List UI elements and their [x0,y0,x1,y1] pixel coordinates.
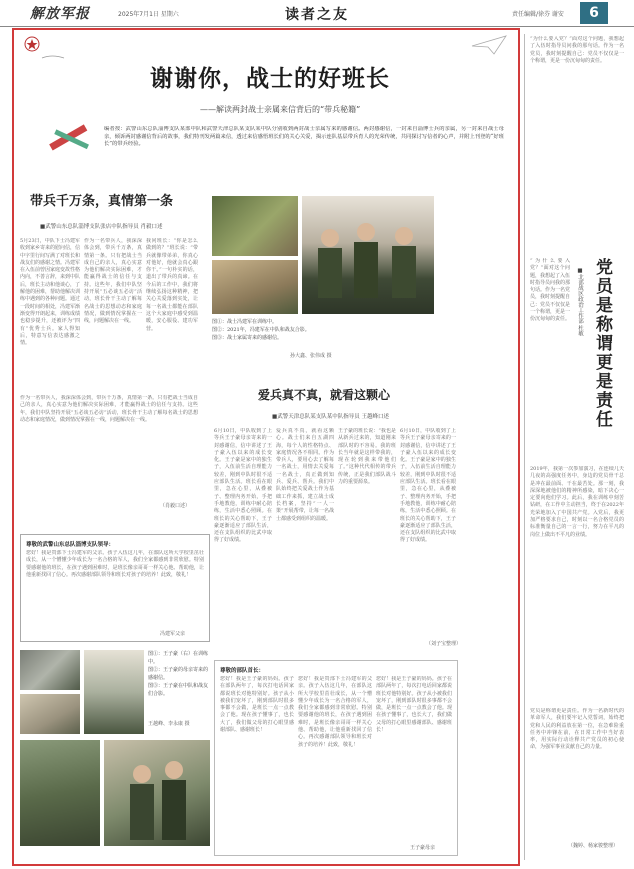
letter2-body-col1: 您好！我是王子豪的妈妈。孩子在部队两年了，每次打电话回家都说班长对他特别好。孩子从小被我们宠坏了，刚到部队时很多事都不会做，是班长一点一点教会了他。现在孩子懂事了，也长大了，我们做父母的打心眼里感谢部队、感谢班长！ [220,676,294,734]
article1-signature: （肖毅口述） [160,503,191,509]
section-title: 读者之友 [285,7,349,23]
column-divider [524,34,525,860]
letter1-body: 您好！我是贵部下士冯建军的父亲。孩子入伍这几年，在部队这所大学校里茁壮成长，从一个懵懂少年成长为一名合格的军人，我们全家都感到非常欣慰。特别要感谢他的班长，在孩子遇到困难时，是班长像亲哥哥一样关心他、帮助他，让他重新找回了信心。再次感谢部队领导和班长对孩子的培养！此致，敬礼！ [26,550,204,578]
letter2-body-col2: 您好！我是贵部下士冯建军的父亲。孩子入伍这几年，在部队这所大学校里茁壮成长，从一个懵懂少年成长为一名合格的军人，我们全家都感到非常欣慰。特别要感谢他的班长，在孩子遇到困难时，是班长像亲哥哥一样关心他、帮助他，让他重新找回了信心。再次感谢部队领导和班长对孩子的培养！此致，敬礼！ [298,676,372,748]
photo-credit-2: 王越峰、李永康 摄 [148,721,190,727]
sidebar-byline: ■北部战区政治工作部 杜敏 [577,268,583,337]
caption-item: 图①：王子豪（右）在训练中。 [148,651,209,665]
sidebar-intro: “为什么要入党？”面对这个问题，我想起了入伍时指导员问我的那句话。作为一名党员，我时刻提醒自己：党员不仅仅是一个称谓，更是一份沉甸甸的责任。 [530,36,624,64]
article2-body-col3: 王子豪的班长说：“我也是从新兵过来的，知道刚来部队时的不容易。我的班长当年就是这样带我的，现在轮到我来带他们了。”这种代代相传的带兵传统，正是我们部队战斗力的重要源泉。 [338,428,396,486]
editor-credit: 责任编辑/徐芬 谢安 [512,11,564,18]
caption-item: 图②：2021年，冯建军在中队和战友合影。 [212,327,310,333]
article1-photo-2 [212,260,298,314]
article2-signature: （刘子宝整理） [426,641,462,647]
sidebar-body-narrow: “为什么要入党？”面对这个问题，我想起了入伍时指导员问我的那句话。作为一名党员，我时刻提醒自己：党员不仅仅是一个称谓，更是一份沉甸甸的责任。 [530,258,570,323]
article1-byline: ■武警山东总队淄博支队张店中队指导员 肖毅口述 [40,224,163,230]
article2-photo-3 [84,650,144,734]
article1-photo-group [302,196,434,314]
masthead [0,0,634,27]
lead-intro: 编者按：武警山东总队淄博支队某部中队和武警天津总队某支队某中队分别收到两封战士亲属写来的感谢信。两封感谢信，一封来自淄博士兵的亲属，另一封来自战士母亲，倾诉两封感谢信背后的故事，我们特刊发两篇来信，透过来信感悟班长们的关心关爱，揭示连队基层带兵育人的光荣传统，共同探讨写信者的心声，并附上刊登的“好班长”的带兵经验。 [104,126,504,147]
issue-date: 2025年7月1日 星期六 [118,11,179,18]
article1-title: 带兵千万条，真情第一条 [30,194,174,209]
letter2-heading: 尊敬的部队首长： [220,668,265,674]
sidebar-body-2: 党员是称谓更是责任。作为一名新时代的革命军人，我们要牢记入党誓词，始终把党和人民的利益放在第一位，在急难险重任务中冲锋在前，在日常工作中当好表率，用实际行动诠释共产党员的初心使命，为强军事业贡献自己的力量。 [530,708,624,751]
letter2-body-col3: 您好！我是王子豪的妈妈。孩子在部队两年了，每次打电话回家都说班长对他特别好。孩子从小被我们宠坏了，刚到部队时很多事都不会做，是班长一点一点教会了他。现在孩子懂事了，也长大了，我们做父母的打心眼里感谢部队、感谢班长！ [376,676,452,734]
caption-item: 图②：王子豪的母亲寄来的感谢信。 [148,667,209,681]
article2-photo-4 [20,740,100,846]
lead-subheadline: ——解读两封战士亲属来信背后的“带兵秘籍” [200,105,361,114]
pencil-illustration-icon [40,120,100,160]
article2-body-col2: 爱兵真不真，就看这颗心。战士们来自五湖四海，每个人的性格特点、家庭情况各不相同。作为带兵人，要用心去了解每一名战士，用情去关爱每一名战士，真正做到知兵、爱兵、帮兵。我们中队始终把关爱战士作为基础工作来抓，建立战士成长档案，坚持“一人一策”开展帮带，让每一名战士都感受到组织的温暖。 [276,428,334,522]
star-decoration-icon [22,30,66,64]
article2-title: 爱兵真不真，就看这颗心 [258,388,391,402]
soldiers-silhouette-icon [104,740,210,846]
caption-item: 图③：战士家属寄来的感谢信。 [212,335,283,341]
sidebar-signature: （魏婷、杨家骏整理） [568,843,619,849]
article2-byline: ■武警天津总队某支队某中队指导员 王越峰口述 [272,414,389,420]
letter1-heading: 尊敬的武警山东总队淄博支队领导： [26,542,115,548]
caption-item: 图①：战士冯建军在训练中。 [212,319,278,325]
letter2-sign: 王子豪母亲 [410,845,436,851]
article1-body-col1: 5月23日，中队下士冯建军收到家乡寄来的慰问信，信中字里行间写满了对班长和战友们的感谢之情。冯建军在入伍前曾因家庭变故性格内向，不善言辞，来到中队后，班长主动和他谈心，了解他的困难，帮助他解决训练中遇到的各种问题。通过一段时间的相处，冯建军渐渐变得开朗起来，训练成绩也稳步提升，还被评为“四有”优秀士兵。家人得知后，特意写信表达感激之情。 [20,238,80,347]
caption-item: 图③：王子豪在中队和战友们合影。 [148,683,209,697]
page-number: 6 [580,2,608,24]
sidebar-column-title: 党员是称谓更是责任 [592,258,612,429]
paper-plane-icon [470,34,510,56]
article2-photo-2 [20,694,80,734]
lead-headline: 谢谢你，战士的好班长 [150,65,390,92]
article2-photo-5 [104,740,210,846]
soldiers-silhouette-icon [302,196,434,314]
letter1-sign: 冯建军父亲 [160,631,186,637]
article1-photo-1 [212,196,298,256]
photo-credit: 孙大鑫、张伟成 摄 [290,353,332,359]
article1-photo-captions [212,318,332,342]
newspaper-logo: 解放军报 [30,6,90,22]
article2-body-col4: 6月10日，中队收到了上等兵王子豪母亲寄来的一封感谢信，信中讲述了王子豪入伍以来的成长变化。王子豪是家中的独生子，入伍前生活自理能力较差，刚到中队时很不适应部队生活。班长看在眼里，急在心里，从叠被子、整理内务开始，手把手地教他，训练中耐心陪练，生活中悉心照顾。在班长的关心帮助下，王子豪逐渐适应了部队生活，还在支队组织的比武中取得了好成绩。 [400,428,456,544]
article2-photo-1 [20,650,80,690]
article1-body-col2: 作为一名带兵人，我深深体会到，带兵千万条，真情第一条。只有把战士当成自己的亲人，真心实意为他们解决实际困难，才能赢得战士的信任与支持。这些年，我们中队坚持开展“五必谈五必访”活动，班长骨干主动了解每名战士的思想动态和家庭情况，做到情况掌握在一线，问题解决在一线。 [84,238,142,325]
article2-body-col1: 6月10日，中队收到了上等兵王子豪母亲寄来的一封感谢信，信中讲述了王子豪入伍以来的成长变化。王子豪是家中的独生子，入伍前生活自理能力较差，刚到中队时很不适应部队生活。班长看在眼里，急在心里，从叠被子、整理内务开始，手把手地教他，训练中耐心陪练，生活中悉心照顾。在班长的关心帮助下，王子豪逐渐适应了部队生活，还在支队组织的比武中取得了好成绩。 [214,428,272,544]
article1-body-continued: 作为一名带兵人，我深深体会到，带兵千万条，真情第一条。只有把战士当成自己的亲人，真心实意为他们解决实际困难，才能赢得战士的信任与支持。这些年，我们中队坚持开展“五必谈五必访”活动，班长骨干主动了解每名战士的思想动态和家庭情况，做到情况掌握在一线，问题解决在一线。 [20,395,198,423]
article1-body-col3: 我问班长：“你是怎么做到的？”班长说：“带兵就像带弟弟，你真心对他好，他就会真心跟你干。”一句朴实的话，道出了带兵的真谛。在今后的工作中，我们将继续弘扬这种精神，把关心关爱落到实处，让每一名战士都能在部队这个大家庭中感受到温暖，安心服役、建功军营。 [146,238,198,332]
article2-photo-captions [148,650,210,698]
sidebar-body: 2019年，我第一次参加演习，在连续几天几夜的高强度任务中，身边的党员骨干总是冲在最前面、干在最苦处。那一刻，我深深地被他们的精神所感染，暗下决心一定要向他们学习。此后，我在训练中刻苦钻研，在工作中主动担当，终于在2022年光荣地加入了中国共产党。入党后，我更加严格要求自己，时刻以一名合格党员的标准衡量自己的一言一行，努力在平凡的岗位上做出不平凡的业绩。 [530,466,624,538]
